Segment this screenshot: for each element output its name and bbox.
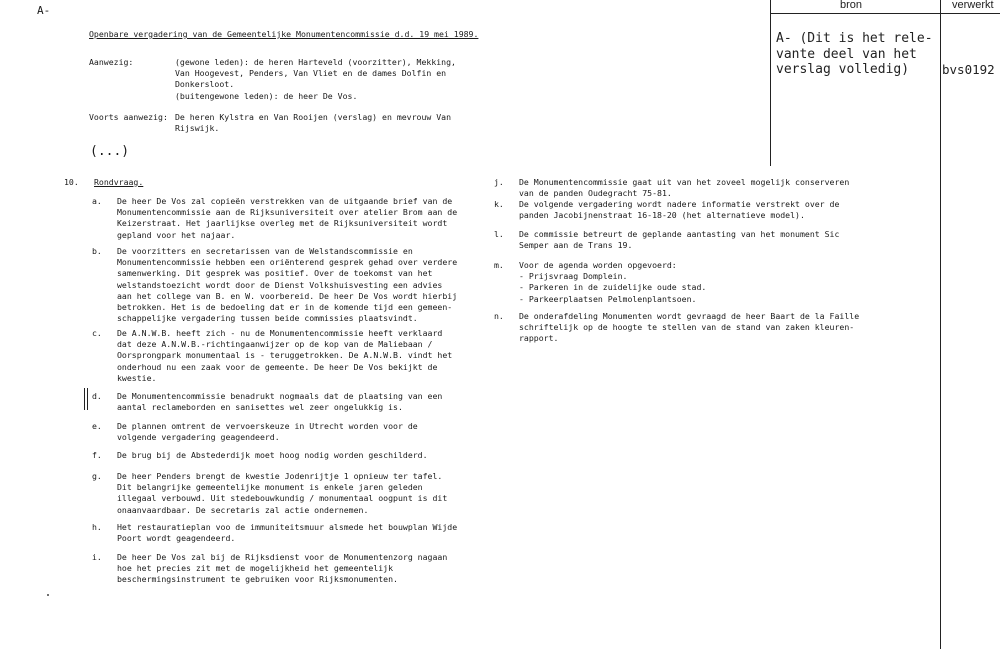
page-marker: A- bbox=[37, 4, 51, 17]
item-label-b: b. bbox=[92, 246, 102, 256]
side-note: A- (Dit is het rele- vante deel van het verslag volledig) bbox=[776, 31, 933, 77]
item-label-i: i. bbox=[92, 552, 102, 562]
item-text-b: De voorzitters en secretarissen van de Welstandscommissie en Monumentencommissie hebben een oriënterend gesprek gehad over verdere samenwerking. Dit gesprek was positief. Over de toekomst van het welstandstoezicht wordt door de Dienst Volkshuisvesting een advies aan het college van B. en W. voorbereid. De heer De Vos wordt hierbij betrokken. Het is de bedoeling dat er in de komende tijd een gemeen- schappelijke vergadering tussen beide commissies plaatsvindt. bbox=[117, 246, 458, 324]
item-text-e: De plannen omtrent de vervoerskeuze in Utrecht worden voor de volgende vergadering geagendeerd. bbox=[117, 421, 418, 443]
document-code: bvs0192 bbox=[942, 62, 995, 77]
omission-ellipsis: (...) bbox=[90, 144, 130, 159]
also-present-text: De heren Kylstra en Van Rooijen (verslag) en mevrouw Van Rijswijk. bbox=[175, 112, 452, 134]
item-label-e: e. bbox=[92, 421, 102, 431]
item-text-l: De commissie betreurt de geplande aantasting van het monument Sic Semper aan de Trans 19. bbox=[519, 229, 840, 251]
also-present-label: Voorts aanwezig: bbox=[89, 112, 168, 122]
document-title: Openbare vergadering van de Gemeentelijke Monumentencommissie d.d. 19 mei 1989. bbox=[89, 29, 479, 39]
item-text-c: De A.N.W.B. heeft zich - nu de Monumentencommissie heeft verklaard dat deze A.N.W.B.-richtingaanwijzer op de kop van de Maliebaan / Oorsprongpark monumentaal is - teruggetrokken. De A.N.W.B. vindt het onderhoud nu een zaak voor de gemeente. De heer De Vos bekijkt de kwestie. bbox=[117, 328, 453, 383]
item-label-d: d. bbox=[92, 391, 102, 401]
item-label-n: n. bbox=[494, 311, 504, 321]
item-text-k: De volgende vergadering wordt nadere informatie verstrekt over de panden Jacobijnenstraat 16-18-20 (het alternatieve model). bbox=[519, 199, 840, 221]
section-title: Rondvraag. bbox=[94, 177, 144, 187]
verwerkt-column-left-rule bbox=[940, 0, 941, 649]
item-text-a: De heer De Vos zal copieën verstrekken van de uitgaande brief van de Monumentencommissie aan de Rijksuniversiteit over atelier Brom aan de Keizerstraat. Het jaarlijkse overleg met de Rijksuniversiteit wordt gepland voor het najaar. bbox=[117, 196, 458, 240]
item-label-h: h. bbox=[92, 522, 102, 532]
item-text-m: Voor de agenda worden opgevoerd: - Prijsvraag Domplein. - Parkeren in de zuidelijke oude stad. - Parkeerplaatsen Pelmolenplantsoen. bbox=[519, 260, 707, 304]
item-label-m: m. bbox=[494, 260, 504, 270]
item-text-i: De heer De Vos zal bij de Rijksdienst voor de Monumentenzorg nagaan hoe het precies zit met de mogelijkheid het gemeentelijk beschermingsinstrument te gebruiken voor Rijksmonumenten. bbox=[117, 552, 448, 585]
item-label-f: f. bbox=[92, 450, 102, 460]
item-label-c: c. bbox=[92, 328, 102, 338]
item-text-d: De Monumentencommissie benadrukt nogmaals dat de plaatsing van een aantal reclameborden en sanisettes wel zeer ongelukkig is. bbox=[117, 391, 443, 413]
bron-column-left-rule bbox=[770, 0, 771, 166]
present-text: (gewone leden): de heren Harteveld (voorzitter), Mekking, Van Hoogevest, Penders, Van Vliet en de dames Dolfin en Donkersloot. (buitengewone leden): de heer De Vos. bbox=[175, 57, 456, 101]
item-text-f: De brug bij de Abstederdijk moet hoog nodig worden geschilderd. bbox=[117, 450, 428, 460]
verwerkt-column-header: verwerkt bbox=[952, 0, 994, 11]
item-label-j: j. bbox=[494, 177, 504, 187]
item-label-a: a. bbox=[92, 196, 102, 206]
margin-mark bbox=[84, 388, 85, 410]
scan-speck bbox=[47, 594, 49, 596]
bron-column-header: bron bbox=[840, 0, 863, 11]
item-text-j: De Monumentencommissie gaat uit van het zoveel mogelijk conserveren van de panden Oudegracht 75-81. bbox=[519, 177, 850, 199]
item-text-n: De onderafdeling Monumenten wordt gevraagd de heer Baart de la Faille schriftelijk op de hoogte te stellen van de stand van zaken kleuren- rapport. bbox=[519, 311, 860, 344]
margin-mark bbox=[87, 388, 88, 410]
item-text-h: Het restauratieplan voo de immuniteitsmuur alsmede het bouwplan Wijde Poort wordt geagendeerd. bbox=[117, 522, 458, 544]
present-label: Aanwezig: bbox=[89, 57, 134, 67]
column-header-rule bbox=[770, 13, 1000, 14]
item-label-l: l. bbox=[494, 229, 504, 239]
section-number: 10. bbox=[64, 177, 79, 187]
item-text-g: De heer Penders brengt de kwestie Jodenrijtje 1 opnieuw ter tafel. Dit belangrijke gemeentelijke monument is enkele jaren geleden illegaal verbouwd. Uit stedebouwkundig / monumentaal oogpunt is dit onaanvaardbaar. De secretaris zal actie ondernemen. bbox=[117, 471, 448, 515]
item-label-g: g. bbox=[92, 471, 102, 481]
item-label-k: k. bbox=[494, 199, 504, 209]
